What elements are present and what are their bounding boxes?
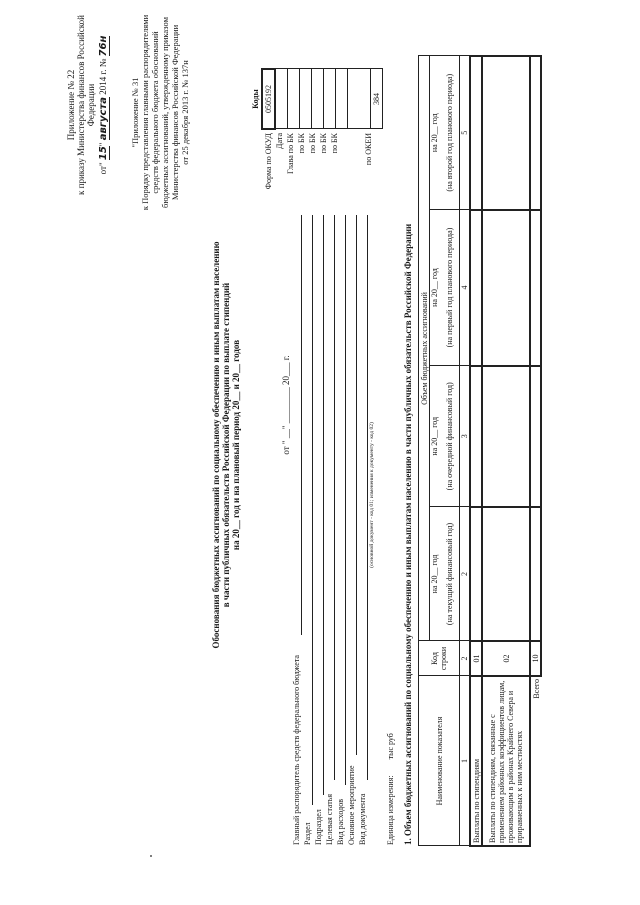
row-cell[interactable] [470,366,482,507]
num-3: 3 [460,366,471,507]
code-bk4 [336,69,348,129]
label-bk1: по БК [297,133,306,154]
appendix-22-block [66,5,109,205]
row-total-label: Всего [531,679,541,699]
codes-table [250,68,383,130]
row-total-cell[interactable] [530,366,541,507]
code-glava [288,69,300,129]
appendix-31-line1: "Приложение № 31 [130,77,140,148]
table-number-row [460,56,471,846]
row-total-cell[interactable] [530,56,541,210]
title-line1: Обоснования бюджетных ассигнований по социальному обеспечению и иным выплатам населению [211,241,221,649]
col-y4-header-a: на 20__ год [430,56,440,210]
field-podrazdel: Подраздел [314,809,323,845]
code-bk3 [324,69,336,129]
section-1-title: 1. Объем бюджетных ассигнований по социальному обеспечению и иным выплатам населению в части публичных обязательств Российской Федерации [403,223,413,845]
row-cell[interactable] [482,210,530,366]
appendix-31-block [130,5,190,220]
num-1: 1 [460,676,471,846]
label-bk4: по БК [330,133,339,154]
field-doc-type: Вид документа [358,793,367,845]
table-row [482,56,530,846]
row-total-cell[interactable] [530,507,541,641]
appendix-31-line4: бюджетных ассигнований, утвержденному приказом [160,17,170,208]
table-row [470,56,482,846]
scan-speck [150,855,152,857]
main-table [418,55,542,847]
date-prefix: от" [98,162,108,175]
field-event: Основное мероприятие [347,765,356,845]
row-total-cell[interactable] [530,210,541,366]
num-2: 2 [460,641,471,676]
table-row-total [530,56,541,846]
row-cell[interactable] [482,366,530,507]
appendix-22-line3: Федерации [86,83,96,127]
appendix-31-line2: к Порядку представления главными распорядителями [140,14,150,211]
row-cell[interactable] [482,56,530,210]
col-y2-header-a: на 20__ год [430,366,440,507]
appendix-31-line5: Министерства финансов Российской Федерации [170,24,180,201]
label-okei: по ОКЕИ [364,133,373,166]
row-cell[interactable] [470,210,482,366]
field-target: Целевая статья [325,793,334,845]
row-cell[interactable] [470,507,482,641]
code-okei: 384 [371,69,383,129]
date-day: 15 [98,146,109,161]
code-empty [348,69,371,129]
col-y1-header-a: на 20__ год [430,507,440,641]
field-line-chief [301,215,302,635]
field-line-event [356,215,357,755]
code-date [275,69,288,129]
field-razdel: Раздел [303,822,312,845]
appendix-22-line1: Приложение № 22 [66,69,76,141]
num-2b: 2 [460,507,471,641]
label-bk2: по БК [308,133,317,154]
row-cell[interactable] [482,507,530,641]
appendix-22-date-line: от" 15" августа 2014 г. № 76н [98,35,109,175]
doc-type-hint: (основной документ - код 01; изменения к документу - код 02) [369,422,375,568]
col-group-header: Объем бюджетных ассигнований [419,56,430,641]
field-line-doc-type [367,215,368,780]
unit-value: тыс руб [386,733,395,760]
row-code: 01 [470,641,482,676]
col-y4-header-b: (на второй год планового периода) [439,56,460,210]
label-glava: Глава по БК [286,133,295,174]
field-line-podrazdel [323,215,324,795]
col-y1-header-b: (на текущий финансовый год) [439,507,460,641]
code-bk2 [312,69,324,129]
order-number: 76н [98,35,109,57]
col-y2-header-b: (на очередной финансовый год) [439,366,460,507]
date-month: августа [98,96,109,141]
num-4: 4 [460,210,471,366]
field-vid: Вид расходов [336,799,345,845]
col-y3-header-a: на 20__ год [430,210,440,366]
title-line3: на 20__ год и на плановый период 20__ и 20__ годов [231,339,241,551]
row-name: Выплаты по стипендиям, связанные с применением районных коэффициентов лицам, проживающим в районах Крайнего Севера и приравненных к ним местностях [482,676,530,846]
col-y3-header-b: (на первый год планового периода) [439,210,460,366]
row-cell[interactable] [470,56,482,210]
col-name-header: Наименование показателя [419,676,460,846]
field-line-target [334,215,335,780]
codes-header: Коды [250,69,262,129]
title-date-line: от " __" ________ 20___ г. [281,355,291,455]
appendix-31-line3: средств федерального бюджета обоснований [150,31,160,194]
label-date: Дата [275,133,284,149]
field-line-razdel [312,215,313,805]
col-code-header: Код строки [419,641,460,676]
label-spacer [341,133,364,215]
codes-side-labels [264,133,375,215]
row-name: Выплаты по стипендиям [470,676,482,846]
field-chief: Главный распорядитель средств федерального бюджета [292,655,301,845]
code-okud: 0505192 [262,69,275,129]
title-line2: в части публичных обязательств Российской Федерации по выплате стипендий [221,282,231,608]
row-code: 02 [482,641,530,676]
label-bk3: по БК [319,133,328,154]
row-total-code: 10 [530,641,541,676]
date-year: 2014 г. № [98,58,108,95]
unit-line [386,645,395,845]
code-bk1 [300,69,312,129]
unit-label: Единица измерения: [386,775,395,845]
appendix-22-line2: к приказу Министерства финансов Российской [76,15,86,195]
document-title [211,235,241,655]
field-line-vid [345,215,346,785]
label-okud: Форма по ОКУД [264,133,273,190]
header-fields [292,605,369,845]
num-5: 5 [460,56,471,210]
appendix-31-line6: от 25 декабря 2013 г. № 137н [180,60,190,165]
